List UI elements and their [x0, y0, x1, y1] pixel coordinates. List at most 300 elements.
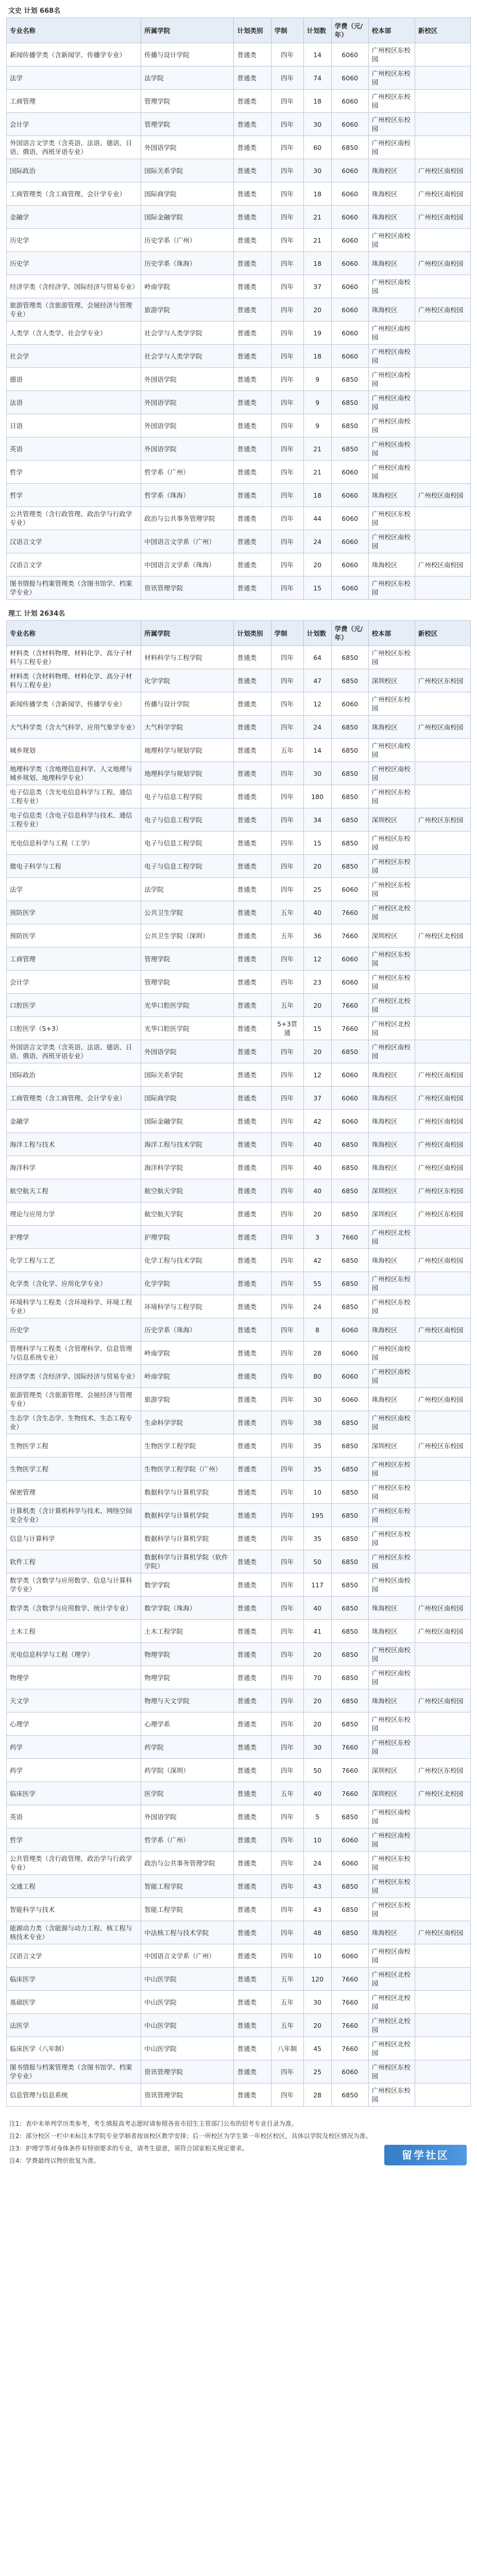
table-cell: 广州校区南校园: [368, 739, 415, 762]
table-cell: 公共卫生学院（深圳）: [141, 924, 234, 947]
table-cell: 四年: [271, 1527, 303, 1550]
table-row: [7, 2037, 471, 2060]
plan-section: [6, 5, 471, 600]
table-cell: 7660: [331, 994, 368, 1017]
plan-table: [6, 620, 471, 2107]
table-cell: 金融学: [7, 206, 141, 229]
table-row: [7, 901, 471, 924]
table-cell: 光电信息科学与工程（理学）: [7, 1643, 141, 1666]
table-cell: 广州校区东校园: [415, 669, 470, 692]
table-cell: 汉语言文学: [7, 553, 141, 577]
table-cell: 四年: [271, 1087, 303, 1110]
table-cell: 岭南学院: [141, 1365, 234, 1388]
table-cell: 数学学院（珠海）: [141, 1597, 234, 1620]
table-cell: [415, 2083, 470, 2107]
table-row: [7, 66, 471, 90]
table-row: [7, 1713, 471, 1736]
table-cell: 珠海校区: [368, 182, 415, 206]
table-row: [7, 530, 471, 553]
table-cell: 普通类: [234, 484, 271, 507]
table-cell: 广州校区东校园: [368, 113, 415, 136]
table-cell: [415, 1828, 470, 1852]
table-cell: 药学: [7, 1736, 141, 1759]
table-cell: [415, 1713, 470, 1736]
table-cell: 7660: [331, 1736, 368, 1759]
table-cell: 6850: [331, 1643, 368, 1666]
table-cell: 四年: [271, 530, 303, 553]
table-cell: 普通类: [234, 90, 271, 113]
table-cell: 四年: [271, 1133, 303, 1156]
table-row: [7, 368, 471, 391]
table-cell: 普通类: [234, 1666, 271, 1689]
table-cell: 中国语言文学系（广州）: [141, 530, 234, 553]
table-cell: 中山医学院: [141, 1968, 234, 1991]
table-cell: 珠海校区: [368, 1063, 415, 1087]
table-cell: 四年: [271, 1504, 303, 1527]
table-cell: 9: [303, 368, 331, 391]
table-cell: 普通类: [234, 577, 271, 600]
table-cell: 国际关系学院: [141, 159, 234, 182]
table-cell: 哲学: [7, 461, 141, 484]
table-cell: 光电信息科学与工程（工学）: [7, 832, 141, 855]
table-cell: 广州校区南校园: [415, 553, 470, 577]
table-cell: 普通类: [234, 669, 271, 692]
table-cell: [415, 1875, 470, 1898]
table-row: [7, 855, 471, 878]
table-cell: 国际关系学院: [141, 1063, 234, 1087]
table-cell: 20: [303, 1689, 331, 1713]
table-cell: 6850: [331, 1921, 368, 1944]
table-cell: 70: [303, 1666, 331, 1689]
table-cell: 广州校区南校园: [368, 1040, 415, 1063]
table-cell: 广州校区南校园: [368, 1828, 415, 1852]
table-cell: 47: [303, 669, 331, 692]
table-cell: 中法核工程与技术学院: [141, 1921, 234, 1944]
table-cell: 生物医学工程学院: [141, 1434, 234, 1458]
table-cell: 10: [303, 1944, 331, 1968]
table-cell: 6060: [331, 1110, 368, 1133]
table-cell: 7660: [331, 901, 368, 924]
table-cell: 普通类: [234, 321, 271, 345]
table-cell: 传播与设计学院: [141, 43, 234, 66]
table-cell: 6060: [331, 345, 368, 368]
table-row: [7, 43, 471, 66]
table-cell: 6060: [331, 878, 368, 901]
table-cell: 数据科学与计算机学院（软件学院）: [141, 1550, 234, 1573]
table-cell: 四年: [271, 762, 303, 785]
table-cell: 24: [303, 1295, 331, 1318]
table-cell: 普通类: [234, 298, 271, 321]
table-row: [7, 2014, 471, 2037]
table-cell: 普通类: [234, 994, 271, 1017]
table-cell: 6850: [331, 414, 368, 437]
table-row: [7, 90, 471, 113]
plan-table: [6, 18, 471, 600]
table-cell: 珠海校区: [368, 206, 415, 229]
table-cell: 74: [303, 66, 331, 90]
table-cell: [415, 1666, 470, 1689]
watermark-logo: 留学社区: [384, 2145, 467, 2165]
table-cell: 外国语学院: [141, 437, 234, 461]
table-cell: 广州校区北校园: [368, 1017, 415, 1040]
table-cell: 四年: [271, 507, 303, 530]
table-cell: 中国语言文学系（珠海）: [141, 553, 234, 577]
table-cell: 深圳校区: [368, 1179, 415, 1202]
table-cell: 四年: [271, 1179, 303, 1202]
table-cell: [415, 1573, 470, 1597]
table-cell: 广州校区东校园: [415, 1759, 470, 1782]
table-cell: 6060: [331, 1828, 368, 1852]
table-cell: 60: [303, 136, 331, 159]
table-cell: 普通类: [234, 1063, 271, 1087]
table-cell: 普通类: [234, 1179, 271, 1202]
table-cell: 材料类（含材料物理、材料化学、高分子材料与工程专业）: [7, 669, 141, 692]
table-cell: 基础医学: [7, 1991, 141, 2014]
table-cell: 6850: [331, 855, 368, 878]
table-cell: 预防医学: [7, 901, 141, 924]
table-cell: 普通类: [234, 1527, 271, 1550]
column-header: 计划数: [303, 621, 331, 646]
table-cell: 广州校区南校园: [415, 159, 470, 182]
table-cell: 能源动力类（含能源与动力工程、核工程与核技术专业）: [7, 1921, 141, 1944]
table-cell: 国际金融学院: [141, 1110, 234, 1133]
table-cell: 材料类（含材料物理、材料化学、高分子材料与工程专业）: [7, 646, 141, 669]
table-cell: 6850: [331, 1249, 368, 1272]
table-cell: [415, 66, 470, 90]
table-cell: 四年: [271, 1063, 303, 1087]
table-row: [7, 785, 471, 808]
table-row: [7, 762, 471, 785]
table-cell: 生命科学学院: [141, 1411, 234, 1434]
table-cell: 广州校区南校园: [415, 1597, 470, 1620]
table-cell: 6060: [331, 947, 368, 971]
table-cell: 广州校区南校园: [415, 716, 470, 739]
table-cell: 普通类: [234, 1434, 271, 1458]
table-cell: 普通类: [234, 785, 271, 808]
table-cell: 广州校区东校园: [368, 507, 415, 530]
table-cell: [415, 414, 470, 437]
table-cell: 6850: [331, 1875, 368, 1898]
table-cell: 五年: [271, 2014, 303, 2037]
table-cell: 传播与设计学院: [141, 692, 234, 716]
table-cell: 普通类: [234, 2014, 271, 2037]
table-cell: 海洋工程与技术学院: [141, 1133, 234, 1156]
table-cell: 6060: [331, 298, 368, 321]
table-cell: 深圳校区: [368, 924, 415, 947]
table-cell: 广州校区东校园: [368, 1875, 415, 1898]
table-cell: 广州校区南校园: [368, 136, 415, 159]
table-cell: 四年: [271, 159, 303, 182]
table-cell: 普通类: [234, 2083, 271, 2107]
table-cell: 药学: [7, 1759, 141, 1782]
table-row: [7, 1852, 471, 1875]
table-cell: 6850: [331, 136, 368, 159]
table-cell: 历史学系（广州）: [141, 229, 234, 252]
table-row: [7, 577, 471, 600]
column-header: 学制: [271, 18, 303, 43]
table-cell: 电子信息类（含电子信息科学与技术、通信工程专业）: [7, 808, 141, 832]
table-cell: 广州校区东校园: [368, 1713, 415, 1736]
table-cell: 6850: [331, 1295, 368, 1318]
table-cell: 6060: [331, 43, 368, 66]
table-cell: 四年: [271, 1736, 303, 1759]
table-cell: [415, 437, 470, 461]
table-cell: 数据科学与计算机学院: [141, 1504, 234, 1527]
table-cell: 30: [303, 762, 331, 785]
table-cell: 普通类: [234, 252, 271, 275]
table-cell: 四年: [271, 113, 303, 136]
table-cell: 新闻传播学类（含新闻学、传播学专业）: [7, 43, 141, 66]
table-cell: 广州校区东校园: [368, 1736, 415, 1759]
table-cell: 国际金融学院: [141, 206, 234, 229]
table-cell: 普通类: [234, 971, 271, 994]
table-row: [7, 1087, 471, 1110]
table-cell: 广州校区东校园: [368, 1272, 415, 1295]
table-row: [7, 1921, 471, 1944]
table-cell: 7660: [331, 1017, 368, 1040]
table-cell: 电子与信息工程学院: [141, 785, 234, 808]
table-cell: 交通工程: [7, 1875, 141, 1898]
table-cell: 20: [303, 1040, 331, 1063]
table-cell: 40: [303, 1133, 331, 1156]
table-cell: 深圳校区: [368, 1759, 415, 1782]
table-cell: 广州校区南校园: [368, 762, 415, 785]
table-row: [7, 739, 471, 762]
table-cell: 四年: [271, 855, 303, 878]
table-cell: 光华口腔医学院: [141, 1017, 234, 1040]
table-cell: 四年: [271, 1202, 303, 1226]
table-cell: 管理学院: [141, 90, 234, 113]
table-cell: 普通类: [234, 1411, 271, 1434]
table-cell: 四年: [271, 275, 303, 298]
table-cell: 普通类: [234, 1226, 271, 1249]
table-cell: 48: [303, 1921, 331, 1944]
table-cell: 中山医学院: [141, 1991, 234, 2014]
table-cell: 四年: [271, 1620, 303, 1643]
table-row: [7, 1620, 471, 1643]
table-cell: 广州校区南校园: [368, 321, 415, 345]
table-cell: 深圳校区: [368, 1202, 415, 1226]
table-cell: 药学院: [141, 1736, 234, 1759]
table-cell: 6060: [331, 252, 368, 275]
table-cell: 45: [303, 2037, 331, 2060]
table-cell: 广州校区南校园: [368, 1411, 415, 1434]
table-row: [7, 971, 471, 994]
table-cell: [415, 1736, 470, 1759]
table-cell: 12: [303, 947, 331, 971]
table-cell: 34: [303, 808, 331, 832]
table-cell: 历史学: [7, 1318, 141, 1342]
table-cell: 6850: [331, 832, 368, 855]
table-cell: 6060: [331, 553, 368, 577]
table-row: [7, 692, 471, 716]
table-row: [7, 2083, 471, 2107]
note-2: 注2：部分校区一栏中未标注本学院专业学制者按该校区教学安排；后一所校区为学生第一年校区校区，具体以学院及校区情况为准。: [9, 2132, 372, 2140]
table-row: [7, 994, 471, 1017]
table-cell: 广州校区南校园: [415, 1087, 470, 1110]
table-cell: 普通类: [234, 1342, 271, 1365]
table-cell: 广州校区南校园: [415, 1249, 470, 1272]
table-cell: 普通类: [234, 275, 271, 298]
table-row: [7, 947, 471, 971]
table-cell: 资讯管理学院: [141, 577, 234, 600]
table-cell: 法医学: [7, 2014, 141, 2037]
table-cell: 6850: [331, 739, 368, 762]
table-cell: 外国语学院: [141, 1805, 234, 1828]
table-cell: 四年: [271, 368, 303, 391]
table-cell: 广州校区南校园: [368, 229, 415, 252]
table-cell: 四年: [271, 1597, 303, 1620]
table-row: [7, 1342, 471, 1365]
table-cell: 广州校区南校园: [415, 1318, 470, 1342]
table-cell: 四年: [271, 2060, 303, 2083]
table-cell: 四年: [271, 136, 303, 159]
table-cell: 40: [303, 1156, 331, 1179]
table-cell: 7660: [331, 2037, 368, 2060]
table-cell: 广州校区东校园: [368, 1295, 415, 1318]
table-cell: 6850: [331, 1666, 368, 1689]
table-cell: 五年: [271, 739, 303, 762]
table-cell: 化学学院: [141, 669, 234, 692]
table-cell: 广州校区东校园: [368, 1458, 415, 1481]
table-cell: [415, 1295, 470, 1318]
table-row: [7, 808, 471, 832]
table-cell: 航空航天工程: [7, 1179, 141, 1202]
table-cell: 41: [303, 1620, 331, 1643]
table-cell: 电子与信息工程学院: [141, 808, 234, 832]
table-cell: 数学类（含数学与应用数学、统计学专业）: [7, 1597, 141, 1620]
table-cell: [415, 785, 470, 808]
table-cell: [415, 368, 470, 391]
table-cell: 法学院: [141, 878, 234, 901]
table-cell: 广州校区南校园: [368, 530, 415, 553]
table-cell: 公共管理类（含行政管理、政治学与行政学专业）: [7, 1852, 141, 1875]
table-cell: 6850: [331, 1272, 368, 1295]
table-cell: 普通类: [234, 368, 271, 391]
table-cell: 7660: [331, 1759, 368, 1782]
table-cell: 四年: [271, 1040, 303, 1063]
table-cell: 普通类: [234, 878, 271, 901]
table-cell: 6060: [331, 182, 368, 206]
header-row: [7, 621, 471, 646]
table-cell: 55: [303, 1272, 331, 1295]
table-cell: 深圳校区: [368, 1782, 415, 1805]
table-row: [7, 1597, 471, 1620]
table-cell: 普通类: [234, 692, 271, 716]
table-cell: 外国语学院: [141, 1040, 234, 1063]
table-cell: 德语: [7, 368, 141, 391]
table-cell: 旅游学院: [141, 1388, 234, 1411]
table-cell: 36: [303, 924, 331, 947]
plan-section: [6, 608, 471, 2107]
table-cell: 广州校区东校园: [368, 1481, 415, 1504]
table-row: [7, 1968, 471, 1991]
table-cell: 四年: [271, 646, 303, 669]
table-cell: [415, 1365, 470, 1388]
table-cell: [415, 321, 470, 345]
table-cell: 普通类: [234, 1318, 271, 1342]
table-cell: 6060: [331, 1318, 368, 1342]
table-cell: 广州校区东校园: [368, 577, 415, 600]
table-cell: 英语: [7, 1805, 141, 1828]
table-cell: 化学类（含化学、应用化学专业）: [7, 1272, 141, 1295]
table-cell: 物理学: [7, 1666, 141, 1689]
table-cell: 四年: [271, 1573, 303, 1597]
table-cell: 15: [303, 832, 331, 855]
table-cell: [415, 1852, 470, 1875]
plan-sections: [6, 5, 471, 2107]
table-cell: 四年: [271, 1434, 303, 1458]
table-cell: 广州校区南校园: [415, 206, 470, 229]
table-cell: 五年: [271, 1968, 303, 1991]
table-cell: 旅游学院: [141, 298, 234, 321]
table-row: [7, 1318, 471, 1342]
table-row: [7, 1017, 471, 1040]
table-cell: [415, 947, 470, 971]
table-cell: 6850: [331, 669, 368, 692]
table-cell: 普通类: [234, 646, 271, 669]
table-row: [7, 1875, 471, 1898]
table-cell: 普通类: [234, 855, 271, 878]
table-cell: 普通类: [234, 391, 271, 414]
table-cell: 广州校区北校园: [415, 1782, 470, 1805]
table-cell: 社会学: [7, 345, 141, 368]
table-cell: 海洋科学学院: [141, 1156, 234, 1179]
table-cell: 珠海校区: [368, 1689, 415, 1713]
table-cell: 临床医学: [7, 1968, 141, 1991]
header-row: [7, 18, 471, 43]
table-cell: 外国语学院: [141, 368, 234, 391]
table-cell: 6850: [331, 1156, 368, 1179]
table-row: [7, 1365, 471, 1388]
table-cell: 普通类: [234, 43, 271, 66]
table-cell: [415, 1040, 470, 1063]
table-cell: 普通类: [234, 762, 271, 785]
column-header: 所属学院: [141, 621, 234, 646]
table-cell: 10: [303, 1828, 331, 1852]
table-cell: 中山医学院: [141, 2014, 234, 2037]
table-cell: 珠海校区: [368, 1597, 415, 1620]
table-cell: 普通类: [234, 2037, 271, 2060]
table-cell: 四年: [271, 90, 303, 113]
table-cell: 普通类: [234, 66, 271, 90]
table-cell: 电子与信息工程学院: [141, 832, 234, 855]
table-cell: 7660: [331, 2014, 368, 2037]
table-cell: 23: [303, 971, 331, 994]
table-row: [7, 716, 471, 739]
table-cell: 四年: [271, 1759, 303, 1782]
table-cell: 普通类: [234, 1388, 271, 1411]
table-cell: 广州校区东校园: [368, 1504, 415, 1527]
table-cell: 智能工程学院: [141, 1898, 234, 1921]
table-cell: 四年: [271, 1156, 303, 1179]
table-cell: [415, 901, 470, 924]
table-cell: [415, 577, 470, 600]
table-cell: [415, 1342, 470, 1365]
table-cell: 6850: [331, 437, 368, 461]
table-cell: 四年: [271, 1875, 303, 1898]
table-cell: 普通类: [234, 1898, 271, 1921]
table-cell: [415, 832, 470, 855]
table-cell: [415, 1527, 470, 1550]
table-cell: 广州校区南校园: [415, 1388, 470, 1411]
table-cell: 普通类: [234, 1365, 271, 1388]
table-row: [7, 113, 471, 136]
table-cell: 广州校区南校园: [368, 345, 415, 368]
table-cell: 普通类: [234, 1689, 271, 1713]
table-cell: 环境科学与工程学院: [141, 1295, 234, 1318]
table-cell: [415, 1272, 470, 1295]
